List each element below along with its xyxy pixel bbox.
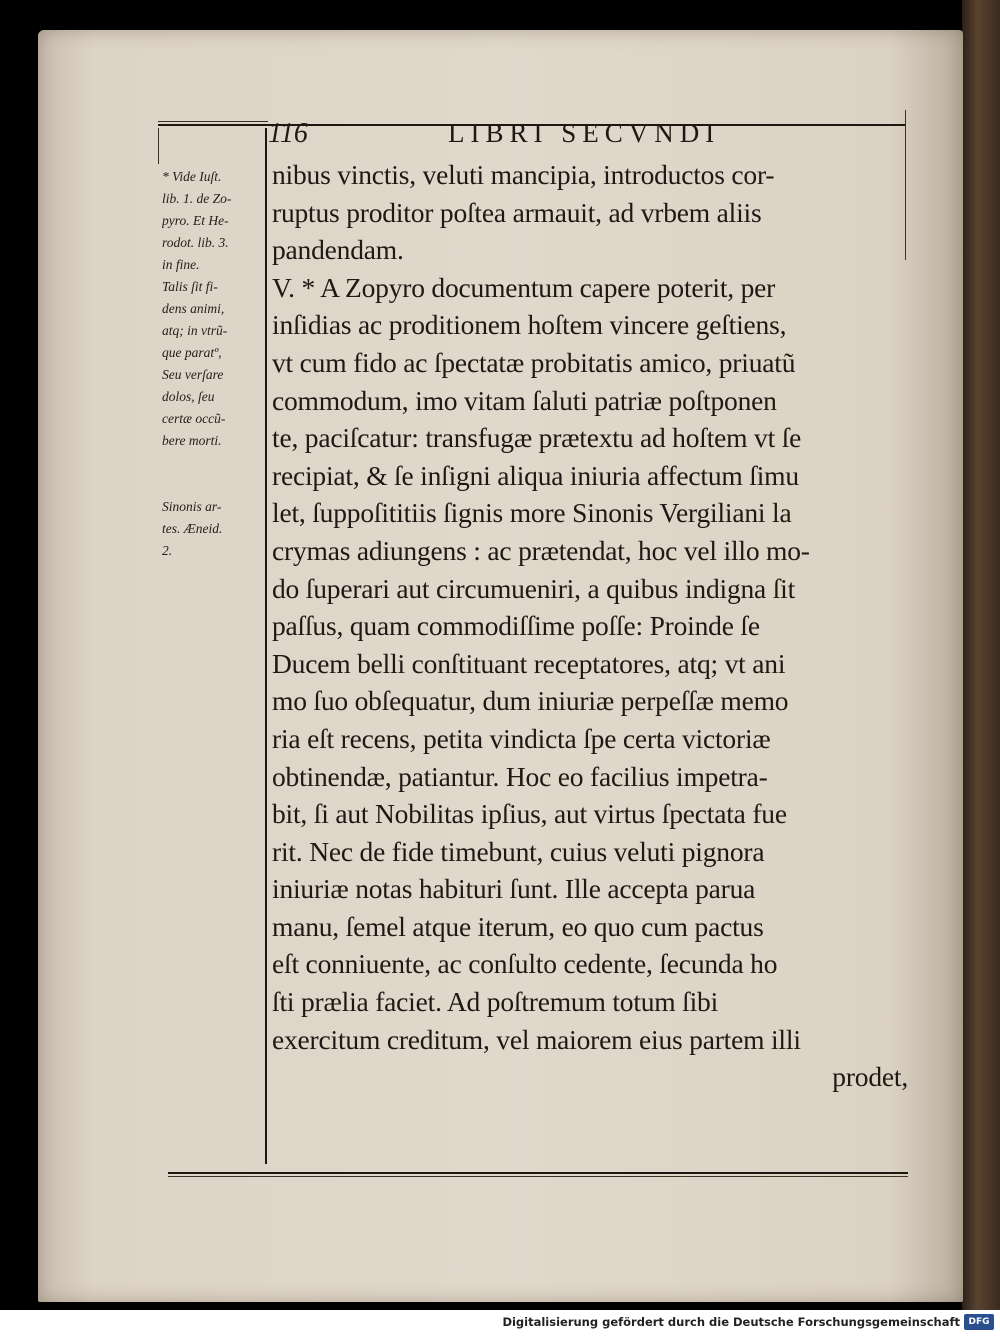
text-line: recipiat, & ſe inſigni aliqua iniuria affectum ſimu: [272, 459, 799, 491]
digitization-footer: [0, 1310, 1000, 1336]
footer-rule-thin: [168, 1176, 908, 1177]
text-line: obtinendæ, patiantur. Hoc eo facilius impetra-: [272, 760, 768, 792]
text-line: crymas adiungens : ac prætendat, hoc vel illo mo-: [272, 534, 810, 566]
text-line: V. * A Zopyro documentum capere poterit, per: [272, 271, 776, 303]
text-line: ruptus proditor poſtea armauit, ad vrbem aliis: [272, 196, 762, 228]
margin-notes: [162, 166, 266, 562]
text-line: paſſus, quam commodiſſime poſſe: Proinde ſe: [272, 610, 760, 642]
text-line: do ſuperari aut circumueniri, a quibus indigna ſit: [272, 572, 796, 604]
dfg-logo-icon: DFG: [964, 1314, 994, 1330]
footer-rule: [168, 1172, 908, 1174]
text-line: vt cum fido ac ſpectatæ probitatis amico, priuatũ: [272, 346, 796, 378]
text-line: rit. Nec de fide timebunt, cuius veluti pignora: [272, 835, 765, 867]
margin-note-line: Sinonis ar-: [162, 499, 222, 514]
text-line: exercitum creditum, vel maiorem eius partem illi: [272, 1023, 801, 1055]
body-text: [272, 156, 908, 1096]
text-line: ria eſt recens, petita vindicta ſpe certa victoriæ: [272, 722, 771, 754]
text-line: eſt conniuente, ac conſulto cedente, ſecunda ho: [272, 948, 778, 980]
margin-note-line: rodot. lib. 3.: [162, 235, 229, 250]
text-line: inſidias ac proditionem hoſtem vincere geſtiens,: [272, 309, 787, 341]
margin-note-line: tes. Æneid.: [162, 521, 223, 536]
running-title: LIBRI SECVNDI: [448, 118, 721, 148]
funding-credit: Digitalisierung gefördert durch die Deutsche Forschungsgemeinschaft: [502, 1315, 960, 1329]
margin-note-line: Talis ſit fi-: [162, 279, 218, 294]
text-line: te, paciſcatur: transfugæ prætextu ad hoſtem vt ſe: [272, 422, 802, 454]
margin-note-line: lib. 1. de Zo-: [162, 191, 232, 206]
text-line: mo ſuo obſequatur, dum iniuriæ perpeſſæ memo: [272, 685, 789, 717]
text-line: iniuriæ notas habituri ſunt. Ille accepta parua: [272, 873, 756, 905]
text-line: ſti prælia faciet. Ad poſtremum totum ſibi: [272, 986, 719, 1018]
text-line: nibus vinctis, veluti mancipia, introductos cor-: [272, 159, 775, 190]
page-header: [268, 118, 908, 158]
header-rule-thin: [158, 121, 268, 122]
text-line: Ducem belli conſtituant receptatores, atq; vt ani: [272, 647, 786, 679]
text-line: manu, ſemel atque iterum, eo quo cum pactus: [272, 910, 764, 942]
catchword: prodet,: [832, 1061, 908, 1093]
text-line: pandendam.: [272, 234, 404, 266]
margin-note-line: dolos, ſeu: [162, 389, 215, 404]
margin-note-line: Seu verſare: [162, 367, 224, 382]
text-line: commodum, imo vitam ſaluti patriæ poſtponen: [272, 384, 777, 416]
margin-note-line: atq; in vtrũ-: [162, 323, 228, 338]
margin-note-line: * Vide Iuſt.: [162, 169, 222, 184]
left-frame-rule: [158, 128, 159, 164]
margin-note-line: certæ occũ-: [162, 411, 226, 426]
margin-note-gap: [162, 452, 266, 496]
margin-note-line: bere morti.: [162, 433, 222, 448]
margin-note-line: pyro. Et He-: [162, 213, 229, 228]
text-line: bit, ſi aut Nobilitas ipſius, aut virtus ſpectata fue: [272, 798, 787, 830]
margin-note-line: in fine.: [162, 257, 200, 272]
margin-note-line: que paratº,: [162, 345, 222, 360]
book-cover-edge: [962, 0, 1000, 1310]
margin-note-line: 2.: [162, 543, 173, 558]
text-line: let, ſuppoſititiis ſignis more Sinonis Vergiliani la: [272, 497, 792, 529]
page-number: 116: [268, 118, 308, 149]
margin-note-line: dens animi,: [162, 301, 225, 316]
